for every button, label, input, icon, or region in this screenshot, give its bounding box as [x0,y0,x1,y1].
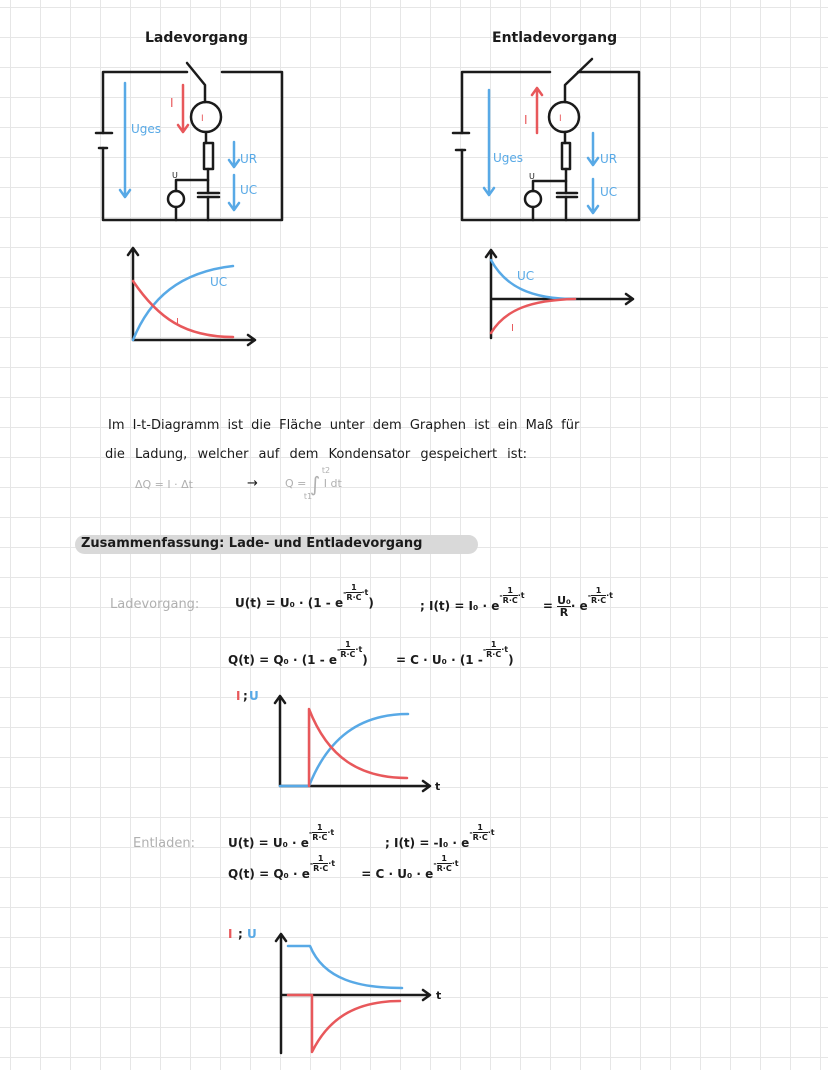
graph-label-sep: ; [238,927,243,941]
discharging-q-formula [228,854,459,885]
close-paren: ) [368,596,374,610]
exp-sign: - [309,859,314,868]
graph-label-i: I [236,689,241,703]
ur-label: UR [240,152,258,166]
i-curve [288,995,400,1052]
exp-num: 1 [312,823,327,833]
integral-upper: t2 [321,466,331,475]
charging-graph [275,696,430,791]
discharging-label: Entladen: [133,836,195,851]
frac-den: R [559,606,569,619]
note-line-2: die Ladung, welcher auf dem Kondensator gespeichert ist: [105,447,528,462]
integral-symbol: ∫ [309,472,321,496]
exp-den: R·C [346,593,362,602]
voltmeter-icon [525,191,541,207]
exp-sign: - [433,859,437,868]
exp-den: R·C [313,864,329,873]
charging-sketch-graph [128,248,255,345]
exp-sign: - [587,591,592,600]
graph-label-u: U [247,927,257,941]
u0-over-r [557,595,571,618]
graph-label-i: I [228,927,233,941]
exp-den: R·C [591,596,607,605]
exp-tail: ·t [487,828,495,837]
current-arrow-up-icon [532,88,542,133]
exp-sign: - [469,828,473,837]
q-lhs: Q(t) = Q₀ · e [228,867,310,881]
charging-i-formula [420,586,613,619]
u-lhs: U(t) = U₀ · e [228,836,309,850]
close-paren: ) [508,653,514,667]
charging-q-formula [228,640,514,671]
uc-curve-label: UC [517,269,535,283]
ur-arrow-icon [229,142,239,167]
integral-sign [303,466,331,501]
exp-tail: ·t [517,591,525,600]
exp-sign: - [482,645,487,654]
exp-den: R·C [312,833,328,842]
voltmeter-label: U [529,172,535,181]
graph-label-u: U [249,689,259,703]
battery-icon [96,133,112,148]
exponent [310,854,335,873]
exp-den: R·C [502,596,518,605]
exp-num: 1 [591,586,606,596]
summary-heading [75,535,478,554]
u-curve [288,946,402,988]
ammeter-label: I [201,114,204,124]
axes [486,250,633,338]
uc-arrow-icon [588,179,598,213]
axes [276,934,430,1053]
voltmeter-icon [168,191,184,207]
uc-curve-label: UC [210,275,228,289]
frac-num: U₀ [557,594,571,607]
exponent [337,640,362,659]
battery-icon [453,133,469,150]
switch-icon [187,63,205,102]
exponent [343,583,368,602]
ammeter-icon [191,102,221,132]
exp-den: R·C [486,650,502,659]
uc-label: UC [240,183,258,197]
uges-arrow-icon [484,90,494,195]
exp-sign: - [308,828,313,837]
integral-lower: t1 [303,492,313,501]
ammeter-label: I [559,114,562,124]
switch-icon [565,59,592,102]
exponent [499,586,524,605]
formula-discrete: ΔQ = I · Δt [135,478,193,491]
ammeter-icon [549,102,579,132]
uc-label: UC [600,185,618,199]
charging-u-formula [235,583,374,614]
discharging-graph [276,934,430,1053]
ur-arrow-icon [588,133,598,165]
exp-tail: ·t [451,859,459,868]
u-lhs: U(t) = U₀ · (1 - e [235,596,344,610]
dot-e: · e [570,599,588,613]
discharging-sketch-graph [486,250,633,338]
exp-num: 1 [437,854,452,864]
resistor-icon [562,143,570,169]
exponent [588,586,613,605]
arrow-icon: → [247,476,258,491]
i-curve [133,281,233,337]
discharging-i-formula [385,823,495,854]
exp-tail: ·t [361,588,369,597]
exp-sign: - [337,645,341,654]
close-paren: ) [362,653,368,667]
title-discharging: Entladevorgang [492,30,618,46]
uges-arrow-icon [120,83,130,197]
charging-label: Ladevorgang: [110,597,200,612]
exp-num: 1 [346,583,361,593]
formula-integral [285,466,342,501]
integrand: I dt [323,477,342,490]
i-curve [309,709,407,786]
note-line-1: Im I-t-Diagramm ist die Fläche unter dem Graphen ist ein Maß für [108,418,580,433]
i-curve [491,299,575,333]
exp-sign: - [499,591,503,600]
exp-den: R·C [436,864,452,873]
exponent [469,823,494,842]
exp-num: 1 [473,823,488,833]
graph-label-sep: ; [243,689,248,703]
exp-num: 1 [313,854,328,864]
current-label: I [524,113,528,127]
exp-den: R·C [340,650,356,659]
current-label: I [170,96,174,110]
exp-num: 1 [486,640,501,650]
uc-arrow-icon [229,175,239,210]
title-charging: Ladevorgang [145,30,248,46]
exp-den: R·C [472,833,488,842]
i-curve-label: I [511,323,514,334]
axis-label-t: t [435,780,441,793]
exp-tail: ·t [501,645,509,654]
ur-label: UR [600,152,618,166]
axis-label-t: t [436,989,442,1002]
exponent [433,854,458,873]
uges-label: Uges [131,122,162,136]
exponent [483,640,508,659]
exp-tail: ·t [606,591,613,600]
voltmeter-label: U [172,171,178,180]
i-lhs: ; I(t) = I₀ · e [420,599,500,613]
equals: = [542,599,553,613]
summary-heading-text: Zusammenfassung: Lade- und Entladevorgang [81,536,423,551]
resistor-icon [204,143,213,169]
capacitor-icon [557,193,577,197]
integral-lhs: Q = [285,477,307,490]
exp-tail: ·t [327,828,335,837]
wire [103,72,282,220]
i-curve-label: I [176,317,179,328]
q-lhs: Q(t) = Q₀ · (1 - e [228,653,337,667]
uges-label: Uges [493,151,524,165]
q-rhs: = C · U₀ · (1 - [395,653,483,667]
exp-tail: ·t [355,645,363,654]
current-arrow-down-icon [178,85,188,132]
discharging-u-formula [228,823,335,854]
u-curve [280,714,408,786]
exponent [309,823,334,842]
exp-sign: - [343,588,347,597]
exp-num: 1 [503,586,518,596]
q-rhs: = C · U₀ · e [361,867,434,881]
i-lhs: ; I(t) = -I₀ · e [385,836,470,850]
exp-num: 1 [340,640,355,650]
capacitor-icon [198,193,219,197]
exp-tail: ·t [328,859,336,868]
